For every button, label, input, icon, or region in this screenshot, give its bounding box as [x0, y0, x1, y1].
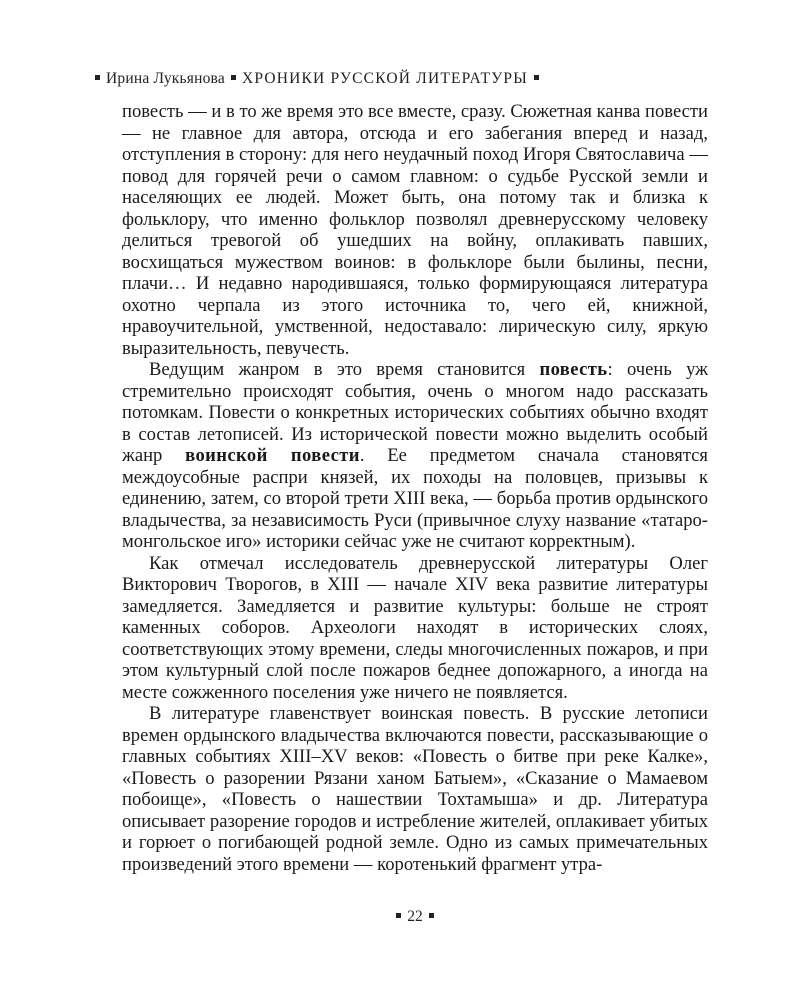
page-footer	[0, 908, 800, 926]
paragraph	[122, 553, 708, 704]
paragraph-text: . Ее предметом сначала становятся междоусобные распри князей, их походы на половцев, призывы к единению, затем, со второй трети XIII века, — борьба против ордынского владычества, за независимость Руси (привычное слуху название «татаро-монгольское иго» историки сейчас уже не считают корректным).	[122, 445, 708, 552]
square-bullet-icon	[396, 913, 401, 918]
paragraph	[122, 101, 708, 359]
paragraph-text: : очень уж стремительно происходят события, очень о многом надо рассказать потомкам. Повести о конкретных исторических событиях обычно входят в состав летописей. Из исторической повести можно выделить особый жанр	[122, 359, 708, 466]
paragraph-text: В литературе главенствует воинская повесть. В русские летописи времен ордынского владычества включаются повести, рассказывающие о главных событиях XIII–XV веков: «Повесть о битве при реке Калке», «Повесть о разорении Рязани ханом Батыем», «Сказание о Мамаевом побоище», «Повесть о нашествии Тохтамыша» и др. Литература описывает разорение городов и истребление жителей, оплакивает убитых и горюет о погибающей родной земле. Одно из самых примечательных произведений этого времени — коротенький фрагмент утра-	[122, 703, 708, 875]
emphasized-term: повесть	[539, 359, 608, 380]
header-book-title: ХРОНИКИ РУССКОЙ ЛИТЕРАТУРЫ	[241, 70, 528, 87]
paragraph	[122, 359, 708, 553]
paragraph-text: Ведущим жанром в это время становится	[149, 359, 540, 380]
paragraph-text: повесть — и в то же время это все вместе, сразу. Сюжетная канва повести — не главное для автора, отсюда и его забегания вперед и назад, отступления в сторону: для него неудачный поход Игоря Святославича — повод для горячей речи о самом главном: о судьбе Русской земли и населяющих ее людей. Может быть, она потому так и близка к фольклору, что именно фольклор позволял древнерусскому человеку делиться тревогой об ушедших на войну, оплакивать павших, восхищаться мужеством воинов: в фольклоре были былины, песни, плачи… И недавно народившаяся, только формирующаяся литература охотно черпала из этого источника то, чего ей, книжной, нравоучительной, умственной, недоставало: лирическую силу, яркую выразительность, певучесть.	[122, 101, 708, 359]
header-author: Ирина Лукьянова	[106, 70, 225, 87]
paragraph	[122, 703, 708, 875]
square-bullet-icon	[534, 75, 539, 80]
body-text	[122, 101, 708, 875]
square-bullet-icon	[95, 75, 100, 80]
running-head	[95, 70, 735, 88]
emphasized-term: воинской повести	[185, 445, 360, 466]
paragraph-text: Как отмечал исследователь древнерусской литературы Олег Викторович Творогов, в XIII — начале XIV века развитие литературы замедляется. Замедляется и развитие культуры: больше не строят каменных соборов. Археологи находят в исторических слоях, соответствующих этому времени, следы многочисленных пожаров, и при этом культурный слой после пожаров беднее допожарного, а иногда на месте сожженного поселения уже ничего не появляется.	[122, 552, 708, 703]
page-number: 22	[407, 908, 423, 925]
square-bullet-icon	[231, 75, 236, 80]
square-bullet-icon	[429, 913, 434, 918]
